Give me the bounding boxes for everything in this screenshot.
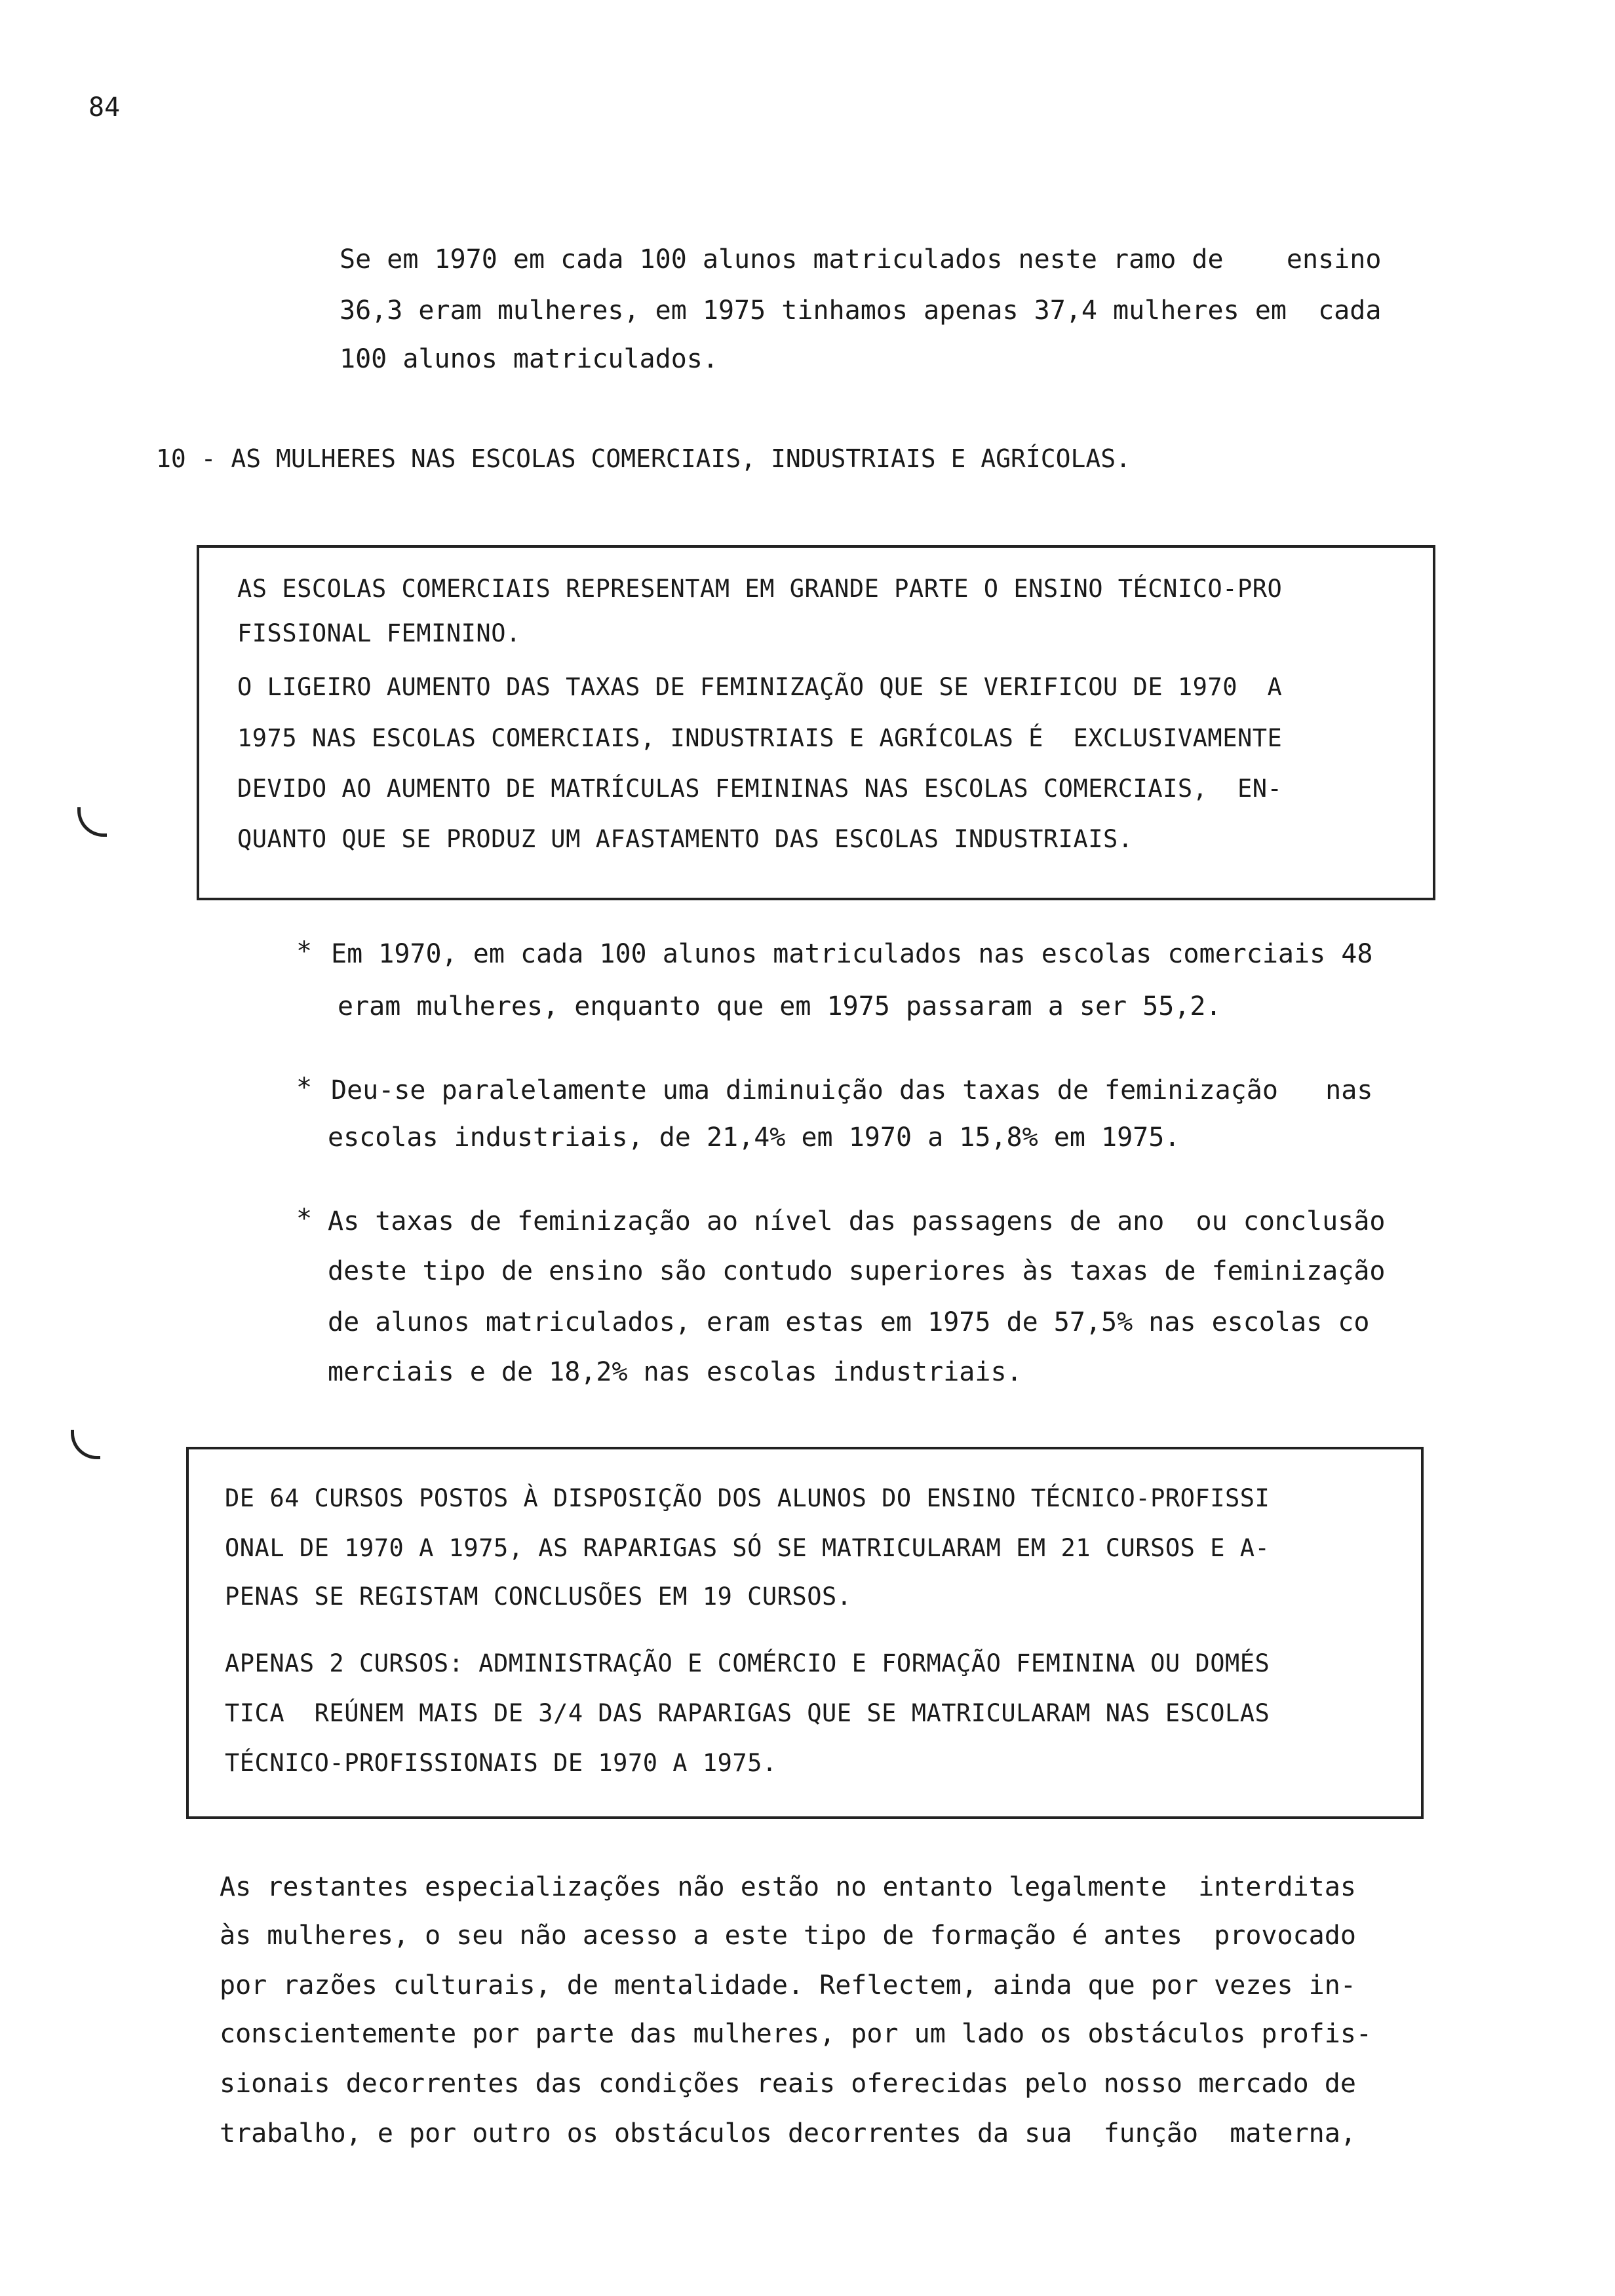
box2-line-6: TÉCNICO-PROFISSIONAIS DE 1970 A 1975.	[225, 1749, 777, 1777]
bullet-2-line-1: Deu-se paralelamente uma diminuição das taxas de feminização nas	[331, 1075, 1373, 1105]
bullet-3-line-2: deste tipo de ensino são contudo superiores às taxas de feminização	[328, 1256, 1386, 1286]
box2-line-2: ONAL DE 1970 A 1975, AS RAPARIGAS SÓ SE MATRICULARAM EM 21 CURSOS E A-	[225, 1534, 1270, 1562]
bullet-1-line-2: eram mulheres, enquanto que em 1975 passaram a ser 55,2.	[338, 991, 1222, 1022]
box1-line-2: FISSIONAL FEMININO.	[237, 619, 521, 647]
closing-line-3: por razões culturais, de mentalidade. Reflectem, ainda que por vezes in-	[220, 1970, 1356, 2000]
box2-line-4: APENAS 2 CURSOS: ADMINISTRAÇÃO E COMÉRCIO E FORMAÇÃO FEMININA OU DOMÉS	[225, 1649, 1270, 1677]
box2-line-5: TICA REÚNEM MAIS DE 3/4 DAS RAPARIGAS QUE SE MATRICULARAM NAS ESCOLAS	[225, 1699, 1270, 1727]
closing-line-4: conscientemente por parte das mulheres, por um lado os obstáculos profis-	[220, 2019, 1372, 2049]
intro-line-2: 36,3 eram mulheres, em 1975 tinhamos apenas 37,4 mulheres em cada	[340, 296, 1382, 326]
bullet-marker: *	[296, 936, 313, 966]
bullet-marker: *	[296, 1204, 313, 1234]
bullet-3-line-1: As taxas de feminização ao nível das passagens de ano ou conclusão	[328, 1206, 1386, 1236]
bullet-2-line-2: escolas industriais, de 21,4% em 1970 a 15,8% em 1975.	[328, 1122, 1180, 1153]
summary-box-2	[186, 1447, 1424, 1819]
bullet-3-line-4: merciais e de 18,2% nas escolas industriais.	[328, 1357, 1022, 1387]
bullet-1-line-1: Em 1970, em cada 100 alunos matriculados nas escolas comerciais 48	[331, 939, 1373, 969]
section-heading: 10 - AS MULHERES NAS ESCOLAS COMERCIAIS, INDUSTRIAIS E AGRÍCOLAS.	[156, 444, 1131, 473]
box1-line-3: O LIGEIRO AUMENTO DAS TAXAS DE FEMINIZAÇÃO QUE SE VERIFICOU DE 1970 A	[237, 673, 1283, 701]
box1-line-1: AS ESCOLAS COMERCIAIS REPRESENTAM EM GRANDE PARTE O ENSINO TÉCNICO-PRO	[237, 575, 1283, 603]
intro-line-3: 100 alunos matriculados.	[340, 344, 718, 374]
box1-line-6: QUANTO QUE SE PRODUZ UM AFASTAMENTO DAS ESCOLAS INDUSTRIAIS.	[237, 825, 1133, 853]
closing-line-2: às mulheres, o seu não acesso a este tipo de formação é antes provocado	[220, 1921, 1356, 1951]
box2-line-3: PENAS SE REGISTAM CONCLUSÕES EM 19 CURSOS.	[225, 1582, 852, 1611]
bullet-3-line-3: de alunos matriculados, eram estas em 1975 de 57,5% nas escolas co	[328, 1307, 1370, 1337]
intro-line-1: Se em 1970 em cada 100 alunos matriculados neste ramo de ensino	[340, 244, 1382, 275]
margin-mark-2	[71, 1430, 100, 1459]
closing-line-1: As restantes especializações não estão no entanto legalmente interditas	[220, 1872, 1356, 1902]
closing-line-6: trabalho, e por outro os obstáculos decorrentes da sua função materna,	[220, 2118, 1356, 2149]
margin-mark-1	[77, 807, 107, 837]
box1-line-5: DEVIDO AO AUMENTO DE MATRÍCULAS FEMININAS NAS ESCOLAS COMERCIAIS, EN-	[237, 775, 1283, 803]
page-number: 84	[88, 92, 121, 123]
box2-line-1: DE 64 CURSOS POSTOS À DISPOSIÇÃO DOS ALUNOS DO ENSINO TÉCNICO-PROFISSI	[225, 1484, 1270, 1512]
closing-line-5: sionais decorrentes das condições reais oferecidas pelo nosso mercado de	[220, 2069, 1356, 2099]
box1-line-4: 1975 NAS ESCOLAS COMERCIAIS, INDUSTRIAIS E AGRÍCOLAS É EXCLUSIVAMENTE	[237, 724, 1283, 752]
bullet-marker: *	[296, 1073, 313, 1103]
summary-box-1	[197, 545, 1435, 900]
